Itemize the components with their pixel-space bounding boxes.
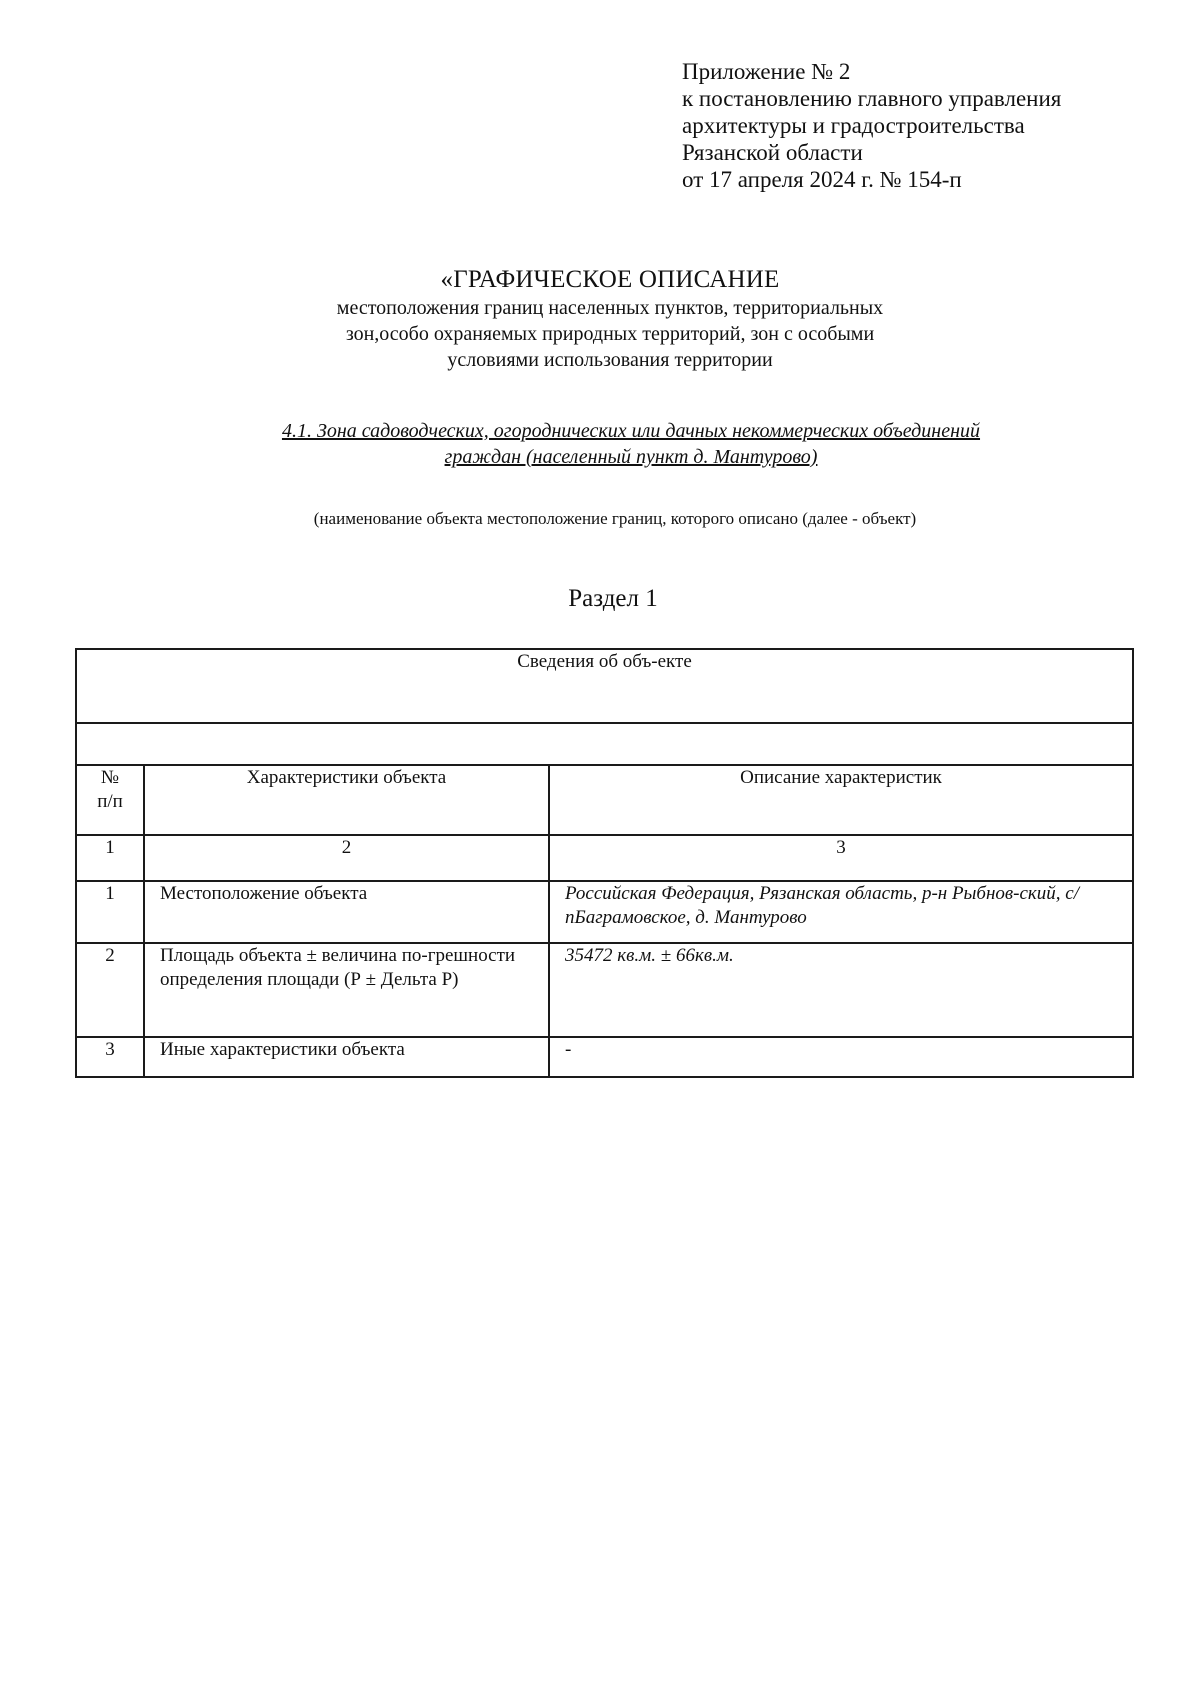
row-description: -: [549, 1037, 1133, 1077]
document-subtitle-line: зон,особо охраняемых природных территорий, зон с особыми: [345, 323, 875, 345]
object-caption: (наименование объекта местоположение границ, которого описано (далее - объект): [313, 509, 917, 528]
row-characteristic: Иные характеристики объекта: [144, 1037, 549, 1077]
table-header-text: Сведения об объ-екте: [517, 651, 692, 672]
table-empty-row: [76, 723, 1133, 765]
row-characteristic: Площадь объекта ± величина по-грешности определения площади (Р ± Дельта Р): [144, 943, 549, 1037]
table-columns-row: [76, 765, 1133, 835]
appendix-line: Приложение № 2: [682, 59, 851, 84]
table-header-cell: [76, 649, 1133, 723]
table-row: [76, 1037, 1133, 1077]
document-subtitle-line: условиями использования территории: [447, 349, 773, 371]
column-header-num: [76, 765, 144, 835]
column-header-description: Описание характеристик: [549, 765, 1133, 835]
table-empty-cell: [76, 723, 1133, 765]
document-title: «ГРАФИЧЕСКОЕ ОПИСАНИЕ: [440, 266, 780, 293]
document-subtitle-line: местоположения границ населенных пунктов, территориальных: [336, 297, 884, 319]
row-number: 2: [76, 943, 144, 1037]
table-column-numbers-row: [76, 835, 1133, 881]
row-number: 1: [76, 881, 144, 943]
appendix-line: Рязанской области: [682, 140, 863, 165]
row-description: Российская Федерация, Рязанская область, р-н Рыбнов-ский, с/пБаграмовское, д. Мантурово: [549, 881, 1133, 943]
title-block: [0, 265, 1200, 373]
object-name: [200, 418, 1062, 470]
appendix-line: от 17 апреля 2024 г. № 154-п: [682, 167, 962, 192]
appendix-block: [682, 58, 1061, 193]
row-characteristic: Местоположение объекта: [144, 881, 549, 943]
section-title: Раздел 1: [568, 585, 658, 612]
object-name-line: граждан (населенный пункт д. Мантурово): [444, 446, 818, 468]
column-header-characteristic: Характеристики объекта: [144, 765, 549, 835]
appendix-line: архитектуры и градостроительства: [682, 113, 1025, 138]
appendix-line: к постановлению главного управления: [682, 86, 1062, 111]
table-row: [76, 943, 1133, 1037]
column-header-num-text: № п/п: [97, 767, 123, 812]
row-description: 35472 кв.м. ± 66кв.м.: [549, 943, 1133, 1037]
column-number: 3: [549, 835, 1133, 881]
object-info-table: [75, 648, 1134, 1078]
object-name-line: 4.1. Зона садоводческих, огороднических или дачных некоммерческих объединений: [281, 420, 981, 442]
table-header-row: [76, 649, 1133, 723]
row-number: 3: [76, 1037, 144, 1077]
column-number: 1: [76, 835, 144, 881]
table-row: [76, 881, 1133, 943]
column-number: 2: [144, 835, 549, 881]
